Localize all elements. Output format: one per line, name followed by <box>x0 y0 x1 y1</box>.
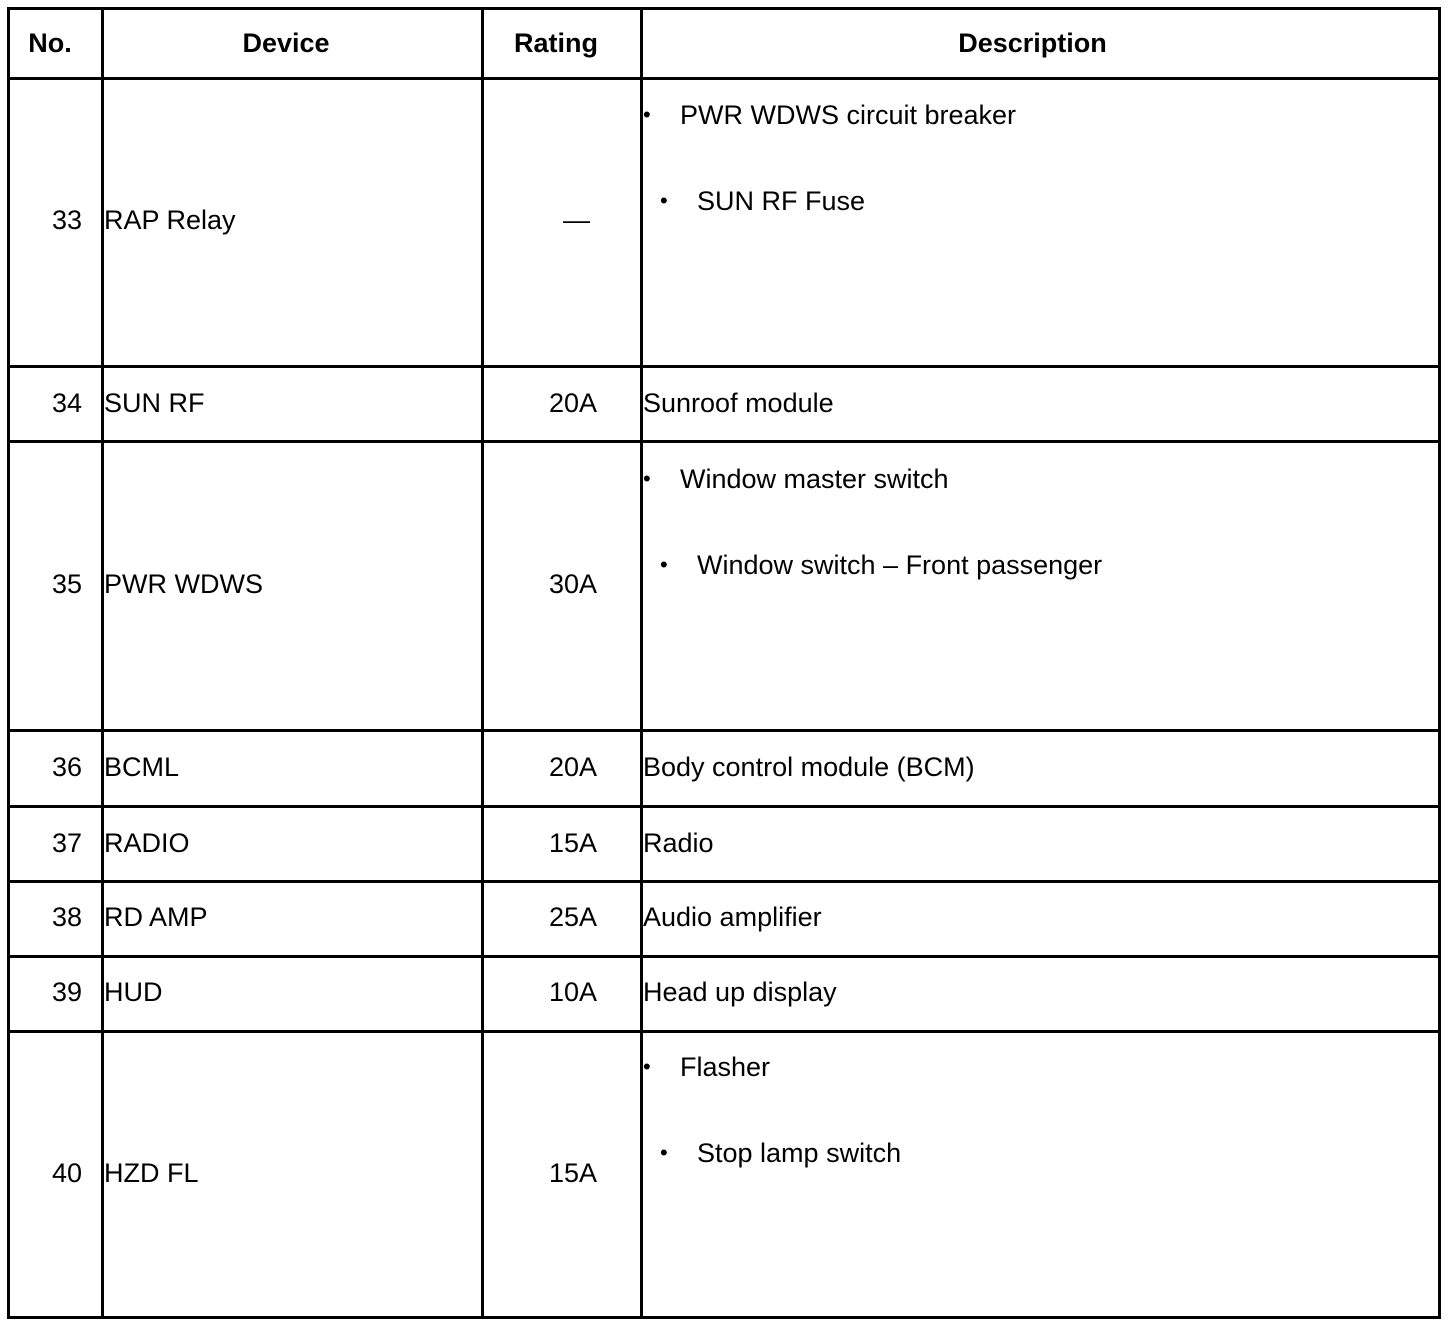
row-device: RAP Relay <box>104 205 236 235</box>
bullet-icon: • <box>643 466 651 491</box>
row-divider <box>10 880 1438 883</box>
row-rating: 15A <box>548 828 597 858</box>
row-no: 39 <box>51 977 82 1007</box>
row-device: PWR WDWS <box>104 569 263 599</box>
row-device: HUD <box>104 977 163 1007</box>
row-description: Audio amplifier <box>643 902 822 932</box>
header-description: Description <box>958 28 1107 58</box>
row-rating: 15A <box>548 1158 597 1188</box>
row-no: 34 <box>51 388 82 418</box>
row-description-item: Window master switch <box>680 464 949 494</box>
row-description: Sunroof module <box>643 388 834 418</box>
row-device: RD AMP <box>104 902 208 932</box>
row-rating: 10A <box>548 977 597 1007</box>
row-no: 36 <box>51 752 82 782</box>
row-rating: 20A <box>548 388 597 418</box>
row-description-item: Window switch – Front passenger <box>697 550 1103 580</box>
row-divider <box>10 365 1438 368</box>
row-description-item: Flasher <box>680 1052 771 1082</box>
row-rating: 30A <box>548 569 597 599</box>
bullet-icon: • <box>660 552 668 577</box>
bullet-icon: • <box>660 188 668 213</box>
row-no: 37 <box>51 828 82 858</box>
row-rating: 20A <box>548 752 597 782</box>
row-no: 33 <box>51 205 82 235</box>
row-description-item: PWR WDWS circuit breaker <box>680 100 1017 130</box>
row-device: BCML <box>104 752 180 782</box>
row-divider <box>10 729 1438 732</box>
column-divider <box>640 10 643 1316</box>
row-divider <box>10 1030 1438 1033</box>
bullet-icon: • <box>643 1054 651 1079</box>
row-device: SUN RF <box>104 388 205 418</box>
row-no: 35 <box>51 569 82 599</box>
row-rating: 25A <box>548 902 597 932</box>
row-description: Radio <box>643 828 714 858</box>
row-no: 40 <box>51 1158 82 1188</box>
row-divider <box>10 440 1438 443</box>
header-device: Device <box>242 28 330 58</box>
row-divider <box>10 805 1438 808</box>
bullet-icon: • <box>643 102 651 127</box>
row-device: RADIO <box>104 828 190 858</box>
header-no: No. <box>28 28 72 58</box>
row-device: HZD FL <box>104 1158 199 1188</box>
row-rating: — <box>563 205 590 235</box>
bullet-icon: • <box>660 1140 668 1165</box>
row-description: Body control module (BCM) <box>643 752 975 782</box>
row-description: Head up display <box>643 977 837 1007</box>
header-rating: Rating <box>514 28 598 58</box>
row-description-item: Stop lamp switch <box>697 1138 902 1168</box>
row-divider <box>10 77 1438 80</box>
row-description-item: SUN RF Fuse <box>697 186 866 216</box>
row-divider <box>10 955 1438 958</box>
row-no: 38 <box>51 902 82 932</box>
